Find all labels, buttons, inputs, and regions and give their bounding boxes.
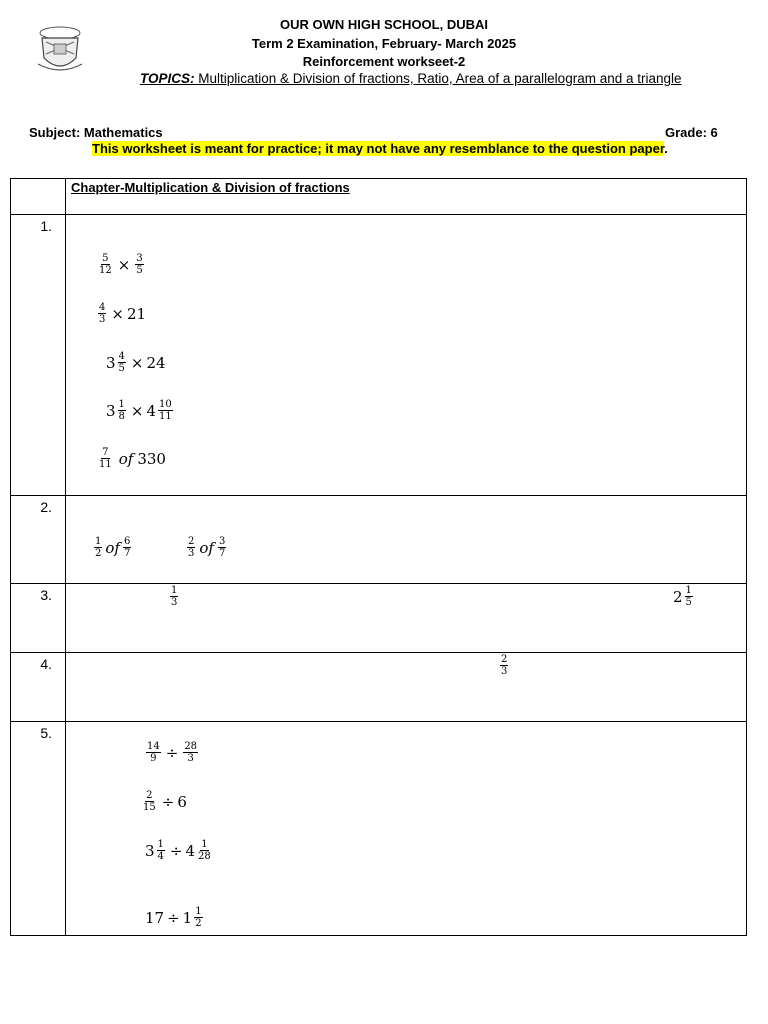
fraction: [98, 253, 113, 276]
whole-number: 3: [145, 841, 155, 860]
school-name: OUR OWN HIGH SCHOOL, DUBAI: [280, 17, 488, 32]
operand: 17: [145, 908, 165, 927]
fraction: [218, 536, 226, 559]
fraction: [197, 839, 212, 862]
numerator: 1: [685, 585, 692, 596]
fraction: [142, 790, 157, 813]
math-expression-q5d: [145, 906, 205, 929]
table-row-divider: [10, 583, 747, 584]
math-expression-q1d: [106, 399, 175, 422]
numerator: 1: [157, 839, 164, 850]
denominator: 5: [136, 265, 143, 276]
numerator: 1: [118, 399, 125, 410]
math-expression-q1c: [106, 351, 166, 374]
denominator: 11: [99, 459, 112, 470]
whole-number: 2: [673, 587, 683, 606]
fraction: [94, 536, 102, 559]
denominator: 3: [501, 666, 508, 677]
topics-label: TOPICS:: [140, 71, 195, 86]
math-expression-q5a: [144, 741, 200, 764]
whole-number: 3: [106, 353, 116, 372]
practice-note-highlight: This worksheet is meant for practice; it may not have any resemblance to the question paper: [92, 141, 665, 156]
denominator: 3: [188, 548, 195, 559]
numerator: 6: [123, 536, 131, 547]
fraction: [170, 585, 178, 608]
numerator: 28: [184, 741, 198, 752]
denominator: 11: [159, 411, 172, 422]
denominator: 12: [99, 265, 112, 276]
operand: 6: [177, 792, 187, 811]
numerator: 10: [159, 399, 172, 410]
denominator: 9: [150, 753, 157, 764]
worksheet-title: Reinforcement workseet-2: [302, 54, 466, 69]
math-expression-q1b: [96, 302, 146, 325]
math-expression-q5b: [140, 790, 187, 813]
of-word: of: [199, 538, 214, 557]
denominator: 3: [99, 314, 106, 325]
numerator: 1: [171, 585, 178, 596]
fraction: [158, 399, 173, 422]
denominator: 28: [198, 851, 211, 862]
operator: ÷: [167, 908, 180, 927]
question-number: 5.: [40, 725, 52, 741]
subject-label: Subject: Mathematics: [29, 125, 163, 140]
whole-number: 3: [106, 401, 116, 420]
question-number: 1.: [40, 218, 52, 234]
fraction: [500, 654, 508, 677]
math-fraction-q3b: [673, 585, 695, 608]
fraction: [157, 839, 165, 862]
denominator: 5: [685, 597, 692, 608]
numerator: 1: [95, 536, 102, 547]
numerator: 1: [201, 839, 208, 850]
table-row-divider: [10, 495, 747, 496]
operator: ×: [117, 255, 131, 274]
denominator: 2: [95, 548, 102, 559]
operand: 330: [137, 449, 166, 468]
math-fraction-q3a: [168, 585, 180, 608]
fraction: [118, 351, 126, 374]
practice-note-period: .: [664, 141, 668, 156]
fraction: [183, 741, 198, 764]
math-expression-q2a: [92, 536, 133, 559]
operator: ×: [130, 401, 144, 420]
fraction: [187, 536, 195, 559]
practice-note: [92, 141, 668, 156]
math-expression-q1a: [96, 253, 146, 276]
table-row-divider: [10, 721, 747, 722]
numerator: 4: [99, 302, 106, 313]
operator: ÷: [161, 792, 175, 811]
denominator: 7: [123, 548, 131, 559]
numerator: 14: [147, 741, 160, 752]
fraction: [685, 585, 693, 608]
denominator: 3: [187, 753, 194, 764]
numerator: 2: [146, 790, 153, 801]
question-number: 2.: [40, 499, 52, 515]
table-row-divider: [10, 652, 747, 653]
numerator: 7: [102, 447, 109, 458]
fraction: [194, 906, 202, 929]
of-word: of: [105, 538, 120, 557]
numerator: 1: [195, 906, 202, 917]
operator: ÷: [169, 841, 183, 860]
numerator: 5: [102, 253, 109, 264]
fraction: [118, 399, 126, 422]
denominator: 15: [143, 802, 156, 813]
fraction: [146, 741, 161, 764]
denominator: 7: [218, 548, 226, 559]
fraction: [123, 536, 131, 559]
operand: 21: [126, 304, 147, 323]
denominator: 4: [157, 851, 164, 862]
denominator: 2: [195, 918, 202, 929]
math-expression-q5c: [145, 839, 214, 862]
math-fraction-q4: [498, 654, 510, 677]
grade-label: Grade: 6: [665, 125, 718, 140]
math-expression-q1e: [96, 447, 166, 470]
of-word: of: [118, 449, 134, 468]
operator: ÷: [165, 743, 179, 762]
chapter-heading: Chapter-Multiplication & Division of fractions: [71, 180, 350, 195]
operand: 24: [146, 353, 166, 372]
denominator: 5: [118, 363, 125, 374]
whole-number: 1: [182, 908, 193, 927]
question-number: 4.: [40, 656, 52, 672]
table-row-divider: [10, 214, 747, 215]
topics-text: Multiplication & Division of fractions, Ratio, Area of a parallelogram and a triangle: [194, 71, 682, 86]
operator: ×: [130, 353, 144, 372]
whole-number: 4: [185, 841, 196, 860]
denominator: 3: [171, 597, 178, 608]
numerator: 3: [136, 253, 143, 264]
fraction: [135, 253, 143, 276]
topics-line: [140, 70, 682, 88]
fraction: [98, 302, 106, 325]
question-number: 3.: [40, 587, 52, 603]
math-expression-q2b: [185, 536, 228, 559]
numerator: 2: [501, 654, 508, 665]
operator: ×: [111, 304, 124, 323]
numerator: 4: [118, 351, 125, 362]
numerator: 2: [188, 536, 195, 547]
numerator: 3: [218, 536, 226, 547]
table-divider-vertical: [65, 178, 66, 936]
whole-number: 4: [146, 401, 157, 420]
exam-title: Term 2 Examination, February- March 2025: [251, 36, 517, 51]
denominator: 8: [118, 411, 125, 422]
fraction: [98, 447, 113, 470]
